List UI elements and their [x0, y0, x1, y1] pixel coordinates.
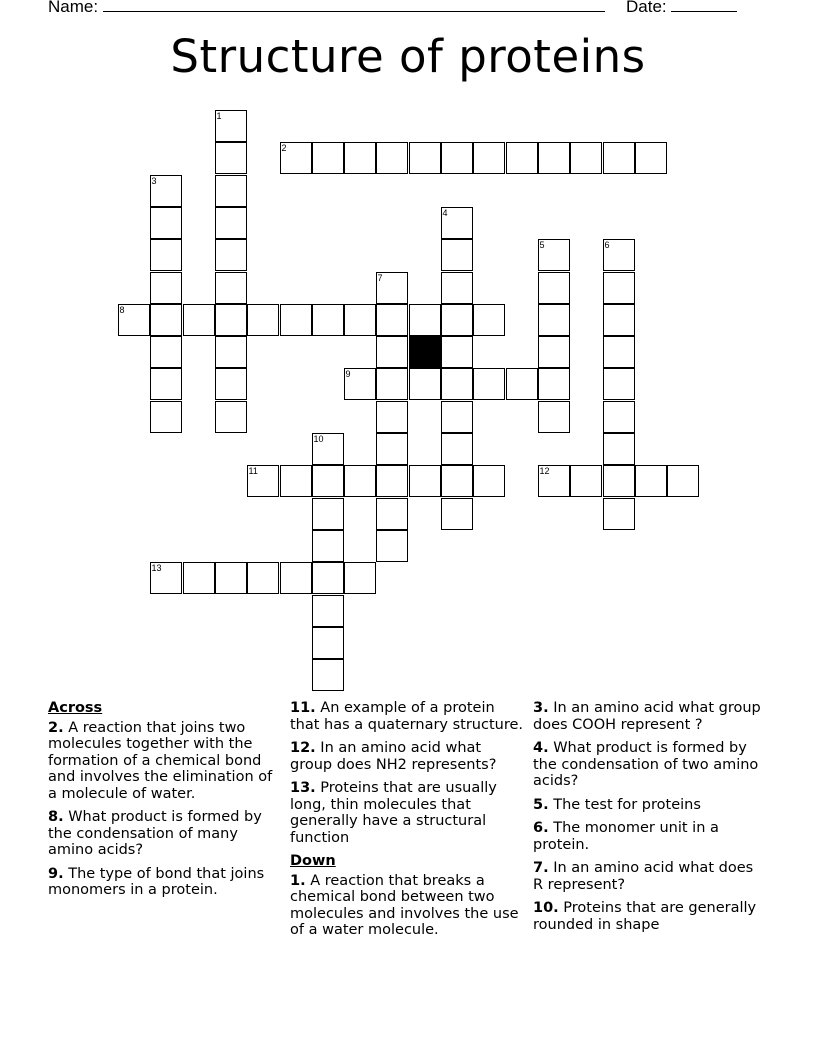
grid-cell[interactable]: [280, 465, 312, 497]
grid-cell[interactable]: [312, 562, 344, 594]
grid-cell[interactable]: [150, 175, 182, 207]
across-clue: [48, 809, 276, 859]
name-line: [48, 0, 605, 17]
grid-cell[interactable]: [215, 110, 247, 142]
grid-cell[interactable]: [150, 207, 182, 239]
grid-cell[interactable]: [215, 368, 247, 400]
grid-cell[interactable]: [538, 142, 570, 174]
grid-cell[interactable]: [603, 272, 635, 304]
grid-cell[interactable]: [473, 465, 505, 497]
down-clue: [533, 797, 765, 814]
grid-cell[interactable]: [603, 368, 635, 400]
grid-cell[interactable]: [538, 465, 570, 497]
grid-cell[interactable]: [506, 368, 538, 400]
across-clue: [48, 720, 276, 803]
grid-cell[interactable]: [215, 207, 247, 239]
grid-cell[interactable]: [312, 304, 344, 336]
grid-cell[interactable]: [441, 498, 473, 530]
grid-cell[interactable]: [570, 142, 602, 174]
clue-text: What product is formed by the condensation of two amino acids?: [533, 740, 759, 789]
clues-column-3: [533, 700, 765, 940]
grid-cell[interactable]: [312, 142, 344, 174]
across-clue: [290, 780, 524, 846]
clue-text: A reaction that joins two molecules together with the formation of a chemical bond and involves the elimination of a molecule of water.: [48, 719, 273, 802]
clues-column-1: [48, 700, 276, 906]
clue-number: 7.: [533, 860, 549, 876]
grid-cell[interactable]: [506, 142, 538, 174]
grid-cell[interactable]: [118, 304, 150, 336]
clue-text: The monomer unit in a protein.: [533, 820, 719, 853]
grid-cell[interactable]: [603, 304, 635, 336]
grid-cell[interactable]: [376, 368, 408, 400]
grid-cell[interactable]: [538, 304, 570, 336]
grid-cell[interactable]: [215, 239, 247, 271]
clue-text: Proteins that are usually long, thin molecules that generally have a structural function: [290, 780, 497, 846]
grid-cell[interactable]: [376, 142, 408, 174]
clue-text: In an amino acid what group does NH2 represents?: [290, 740, 497, 773]
clue-text: The test for proteins: [553, 796, 701, 813]
grid-cell[interactable]: [441, 239, 473, 271]
clue-number-label: 4: [442, 207, 448, 218]
grid-cell[interactable]: [376, 465, 408, 497]
grid-cell[interactable]: [441, 465, 473, 497]
grid-cell[interactable]: [150, 401, 182, 433]
grid-cell[interactable]: [183, 304, 215, 336]
date-blank[interactable]: [671, 0, 737, 12]
grid-cell[interactable]: [409, 304, 441, 336]
grid-cell[interactable]: [635, 465, 667, 497]
grid-cell[interactable]: [473, 368, 505, 400]
clue-number-label: 12: [539, 465, 550, 476]
clue-text: Proteins that are generally rounded in shape: [533, 900, 757, 933]
grid-cell[interactable]: [344, 562, 376, 594]
grid-cell[interactable]: [376, 498, 408, 530]
grid-cell[interactable]: [441, 142, 473, 174]
grid-cell[interactable]: [247, 465, 279, 497]
grid-cell[interactable]: [603, 465, 635, 497]
grid-cell[interactable]: [344, 368, 376, 400]
grid-cell[interactable]: [441, 368, 473, 400]
clue-number: 13.: [290, 780, 316, 796]
grid-cell[interactable]: [538, 401, 570, 433]
grid-cell[interactable]: [441, 272, 473, 304]
grid-cell[interactable]: [150, 336, 182, 368]
grid-cell[interactable]: [312, 627, 344, 659]
name-blank[interactable]: [103, 0, 605, 12]
clue-number: 8.: [48, 809, 64, 825]
grid-cell[interactable]: [376, 401, 408, 433]
grid-cell[interactable]: [376, 530, 408, 562]
grid-cell[interactable]: [473, 304, 505, 336]
grid-cell[interactable]: [312, 530, 344, 562]
down-clue: [290, 873, 524, 939]
grid-cell[interactable]: [441, 207, 473, 239]
grid-cell[interactable]: [215, 272, 247, 304]
clue-number-label: 7: [377, 272, 383, 283]
clue-number: 2.: [48, 719, 64, 736]
grid-cell[interactable]: [344, 465, 376, 497]
grid-cell[interactable]: [150, 304, 182, 336]
clue-number-label: 5: [539, 239, 545, 250]
grid-cell[interactable]: [603, 401, 635, 433]
clue-number-label: 11: [248, 465, 258, 476]
grid-cell[interactable]: [215, 142, 247, 174]
clue-text: In an amino acid what does R represent?: [533, 860, 754, 893]
grid-cell[interactable]: [215, 175, 247, 207]
grid-cell[interactable]: [312, 595, 344, 627]
grid-cell[interactable]: [441, 304, 473, 336]
page-title: Structure of proteins: [170, 30, 646, 83]
grid-cell[interactable]: [215, 304, 247, 336]
clue-number-label: 13: [151, 562, 162, 573]
grid-cell[interactable]: [376, 433, 408, 465]
grid-cell[interactable]: [603, 498, 635, 530]
date-line: [626, 0, 737, 17]
grid-cell[interactable]: [538, 336, 570, 368]
grid-cell[interactable]: [150, 239, 182, 271]
grid-cell[interactable]: [280, 562, 312, 594]
clue-number: 6.: [533, 820, 549, 836]
down-clue: [533, 860, 765, 893]
down-clue: [533, 900, 765, 933]
grid-cell[interactable]: [376, 336, 408, 368]
grid-cell[interactable]: [538, 272, 570, 304]
grid-cell[interactable]: [376, 304, 408, 336]
grid-cell[interactable]: [667, 465, 699, 497]
clue-number: 4.: [533, 740, 549, 756]
clue-text: The type of bond that joins monomers in a protein.: [48, 865, 265, 898]
grid-cell[interactable]: [344, 304, 376, 336]
clue-number: 11.: [290, 700, 316, 716]
clue-text: A reaction that breaks a chemical bond between two molecules and involves the use of a water molecule.: [290, 872, 519, 938]
clue-text: An example of a protein that has a quaternary structure.: [290, 700, 524, 733]
clue-number: 9.: [48, 865, 64, 882]
clue-text: What product is formed by the condensation of many amino acids?: [48, 809, 262, 858]
grid-cell[interactable]: [215, 401, 247, 433]
grid-cell[interactable]: [603, 142, 635, 174]
across-clue: [290, 700, 524, 733]
name-label: Name:: [48, 0, 99, 16]
clues-column-2: [290, 700, 524, 946]
grid-cell[interactable]: [603, 336, 635, 368]
grid-cell[interactable]: [215, 562, 247, 594]
across-clue: [290, 740, 524, 773]
grid-cell[interactable]: [344, 142, 376, 174]
grid-cell[interactable]: [635, 142, 667, 174]
grid-cell[interactable]: [441, 336, 473, 368]
clue-number-label: 9: [345, 368, 351, 379]
down-clue: [533, 820, 765, 853]
black-cell: [409, 336, 441, 368]
grid-cell[interactable]: [409, 368, 441, 400]
clue-number: 1.: [290, 872, 306, 889]
clue-number: 12.: [290, 740, 316, 756]
grid-cell[interactable]: [603, 239, 635, 271]
date-label: Date:: [626, 0, 667, 16]
clue-number-label: 8: [119, 304, 125, 315]
grid-cell[interactable]: [570, 465, 602, 497]
grid-cell[interactable]: [409, 465, 441, 497]
grid-cell[interactable]: [312, 465, 344, 497]
across-heading: Across: [48, 700, 103, 716]
grid-cell[interactable]: [150, 368, 182, 400]
clue-number-label: 10: [313, 433, 324, 444]
across-clue: [48, 866, 276, 899]
grid-cell[interactable]: [280, 142, 312, 174]
grid-cell[interactable]: [441, 401, 473, 433]
down-clue: [533, 700, 765, 733]
grid-cell[interactable]: [312, 498, 344, 530]
grid-cell[interactable]: [247, 304, 279, 336]
grid-cell[interactable]: [183, 562, 215, 594]
clue-number-label: 3: [151, 175, 157, 186]
grid-cell[interactable]: [280, 304, 312, 336]
clue-number: 10.: [533, 900, 559, 916]
grid-cell[interactable]: [150, 272, 182, 304]
grid-cell[interactable]: [441, 433, 473, 465]
grid-cell[interactable]: [538, 239, 570, 271]
grid-cell[interactable]: [150, 562, 182, 594]
down-clue: [533, 740, 765, 790]
grid-cell[interactable]: [312, 433, 344, 465]
grid-cell[interactable]: [215, 336, 247, 368]
grid-cell[interactable]: [603, 433, 635, 465]
clue-number-label: 2: [281, 142, 287, 153]
grid-cell[interactable]: [538, 368, 570, 400]
clue-number-label: 6: [604, 239, 610, 250]
clue-text: In an amino acid what group does COOH represent ?: [533, 700, 761, 733]
grid-cell[interactable]: [376, 272, 408, 304]
grid-cell[interactable]: [473, 142, 505, 174]
grid-cell[interactable]: [312, 659, 344, 691]
down-heading: Down: [290, 853, 336, 869]
clue-number-label: 1: [216, 110, 222, 121]
grid-cell[interactable]: [409, 142, 441, 174]
grid-cell[interactable]: [247, 562, 279, 594]
clue-number: 3.: [533, 700, 549, 716]
clue-number: 5.: [533, 796, 549, 813]
